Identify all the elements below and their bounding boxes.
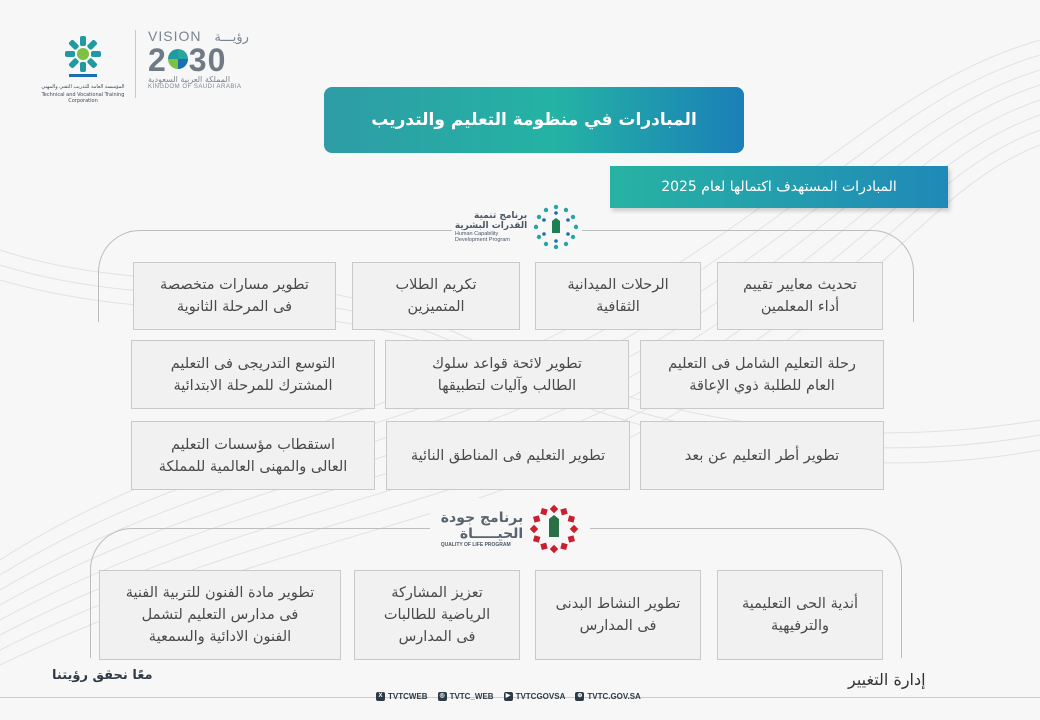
initiative-card: [354, 570, 520, 660]
initiative-card: [352, 262, 520, 330]
tvtc-name-en: Technical and Vocational Training Corporation: [41, 92, 125, 104]
social-label: TVTCWEB: [388, 692, 428, 701]
initiative-label: تطوير أطر التعليم عن بعد: [684, 447, 840, 464]
initiative-label: أندية الحى التعليمية والترفيهية: [741, 596, 859, 634]
vision-year-right: 30: [188, 42, 227, 78]
initiative-card: [717, 262, 883, 330]
qol-emblem-icon: [529, 503, 579, 555]
social-links: [376, 692, 641, 701]
tvtc-logo: [28, 32, 138, 102]
social-link-website[interactable]: [575, 692, 641, 701]
social-link-instagram[interactable]: [438, 692, 494, 701]
initiative-card: [535, 570, 701, 660]
vision-country-ar: المملكة العربية السعودية: [148, 75, 231, 84]
initiative-label: تكريم الطلاب المتميزين: [395, 277, 477, 315]
initiative-label: تحديث معايير تقييم أداء المعلمين: [743, 277, 857, 315]
qol-name-en: QUALITY OF LIFE PROGRAM: [440, 542, 511, 548]
qol-logo: [430, 498, 590, 560]
x-icon: X: [376, 692, 385, 701]
footer-department: إدارة التغيير: [848, 670, 926, 689]
initiative-card: [131, 340, 375, 409]
page-subtitle: المبادرات المستهدف اكتمالها لعام 2025: [610, 166, 948, 208]
vision-2030-logo: [148, 28, 258, 106]
social-label: TVTCGOVSA: [515, 692, 566, 701]
hcdp-name-ar-2: القدرات البشرية: [454, 221, 528, 231]
initiative-label: تطوير لائحة قواعد سلوك الطالب وآليات لتطبيقها: [432, 355, 582, 394]
initiative-card: [385, 340, 629, 409]
footer-slogan: معًا نحقق رؤيتنا: [52, 668, 153, 683]
vision-zero-icon: [168, 49, 188, 69]
hcdp-logo: [452, 196, 582, 258]
initiative-label: استقطاب مؤسسات التعليم العالى والمهنى العالمية للمملكة: [158, 436, 348, 475]
initiative-label: تطوير النشاط البدنى فى المدارس: [555, 596, 681, 634]
initiative-label: تعزيز المشاركة الرياضية للطالبات فى المدارس: [383, 585, 491, 645]
vision-word-ar: رؤيـــة: [214, 30, 249, 45]
initiative-card: [640, 421, 884, 490]
initiative-label: رحلة التعليم الشامل فى التعليم العام للطلبة ذوي الإعاقة: [668, 355, 856, 394]
page-title: المبادرات في منظومة التعليم والتدريب: [324, 87, 744, 153]
youtube-icon: ▶: [504, 692, 513, 701]
initiative-card: [717, 570, 883, 660]
initiative-label: الرحلات الميدانية الثقافية: [567, 277, 669, 315]
initiative-card: [99, 570, 341, 660]
web-icon: ⊕: [577, 693, 583, 699]
hcdp-name-en-2: Development Program: [454, 237, 510, 243]
initiative-card: [133, 262, 336, 330]
initiative-card: [131, 421, 375, 490]
social-label: TVTC_WEB: [449, 692, 494, 701]
initiative-card: [640, 340, 884, 409]
initiative-card: [386, 421, 630, 490]
qol-name-ar-2: الحيـــــاة: [459, 526, 524, 542]
vision-year-left: 2: [148, 42, 167, 78]
tvtc-name-ar: المؤسسة العامة للتدريب التقني والمهني: [41, 84, 125, 90]
social-link-x[interactable]: [376, 692, 428, 701]
social-link-youtube[interactable]: [504, 692, 566, 701]
initiative-card: [535, 262, 701, 330]
vision-word: VISION: [148, 28, 202, 44]
instagram-icon: ◎: [439, 693, 445, 699]
initiative-label: تطوير التعليم فى المناطق النائية: [410, 447, 606, 464]
logo-divider: [135, 30, 136, 98]
tvtc-emblem-icon: [61, 32, 105, 82]
initiative-label: تطوير مسارات متخصصة فى المرحلة الثانوية: [160, 277, 309, 315]
vision-country-en: KINGDOM OF SAUDI ARABIA: [148, 84, 242, 90]
initiative-label: تطوير مادة الفنون للتربية الفنية فى مدارس التعليم لتشمل الفنون الادائية والسمعية: [125, 585, 315, 645]
qol-name-ar-1: برنامج جودة: [440, 510, 524, 526]
hcdp-name-en-1: Human Capability: [454, 231, 499, 237]
social-label: TVTC.GOV.SA: [587, 692, 641, 701]
initiative-label: التوسع التدريجى فى التعليم المشترك للمرحلة الابتدائية: [170, 355, 336, 394]
hcdp-name-ar-1: برنامج تنمية: [474, 211, 528, 221]
hcdp-emblem-icon: [533, 202, 579, 252]
